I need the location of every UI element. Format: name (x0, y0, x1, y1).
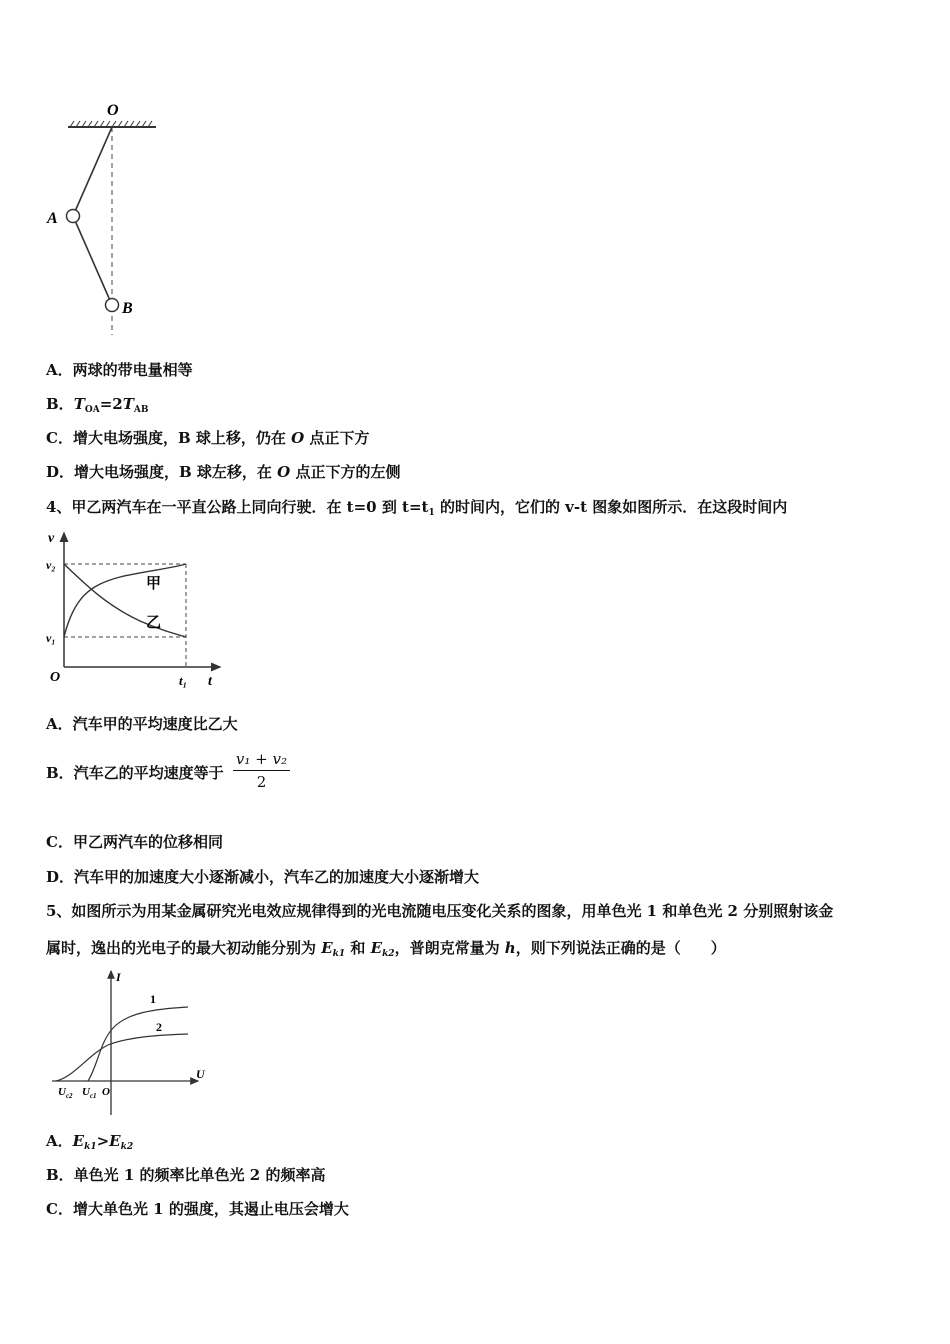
q4-option-b (46, 752, 290, 793)
q3-option-b-sub1: OA (84, 405, 100, 415)
q5-option-a (46, 1131, 133, 1157)
ball-A (67, 210, 80, 223)
q3-option-b (46, 394, 148, 420)
iu-label-Uc2-sub: c2 (65, 1092, 73, 1100)
q5-option-a-prefix: A． (46, 1132, 73, 1150)
iu-label-curve1: 1 (150, 992, 156, 1006)
q5-option-a-E2: E (109, 1132, 121, 1150)
q3-option-d (46, 462, 400, 482)
iu-label-U: U (196, 1067, 205, 1081)
q5-option-a-sub1: k1 (84, 1142, 97, 1152)
ball-B (106, 299, 119, 312)
q5-stem-line2 (46, 938, 726, 964)
vt-graph (40, 525, 230, 695)
q5-option-b: B．单色光 1 的频率比单色光 2 的频率高 (46, 1166, 326, 1184)
q4-stem-sub: 1 (428, 508, 435, 518)
q3-option-d-pre: D．增大电场强度，B 球左移，在 (46, 463, 278, 481)
vt-label-t: t (208, 674, 212, 689)
iu-curve-2 (56, 1034, 188, 1081)
string-AB (73, 216, 112, 305)
q3-option-d-post: 点正下方的左侧 (290, 463, 401, 481)
q3-option-c (46, 428, 369, 448)
q5-stem-b: 和 (345, 939, 371, 957)
q4-stem (46, 497, 787, 523)
q5-E1: E (321, 939, 333, 957)
q4-option-b-fraction (233, 750, 290, 791)
q3-option-c-pre: C．增大电场强度，B 球上移，仍在 (46, 429, 292, 447)
label-B: B (122, 300, 133, 317)
q4-stem-post: 的时间内，它们的 v-t 图象如图所示．在这段时间内 (434, 498, 788, 516)
q3-option-b-T1: T (73, 395, 85, 413)
iu-graph (48, 965, 218, 1117)
q4-option-d: D．汽车甲的加速度大小逐渐减小，汽车乙的加速度大小逐渐增大 (46, 868, 480, 886)
label-O: O (107, 102, 119, 119)
iu-label-curve2: 2 (156, 1020, 162, 1034)
vt-label-v2: v₂ (46, 558, 56, 572)
q5-stem-d: ，则下列说法正确的是（ ） (515, 939, 726, 957)
iu-label-I: I (116, 970, 121, 984)
iu-label-Uc2 (58, 1086, 73, 1100)
q3-option-b-sub2: AB (133, 405, 149, 415)
q5-option-a-sub2: k2 (120, 1142, 134, 1152)
iu-label-Uc1-sub: c1 (89, 1092, 97, 1100)
q5-option-a-E1: E (72, 1132, 85, 1150)
vt-label-jia: 甲 (146, 576, 162, 592)
q3-option-a: A．两球的带电量相等 (46, 361, 193, 379)
q4-option-b-denominator: 2 (256, 773, 267, 791)
q5-h: h (504, 939, 516, 957)
iu-curve-1 (88, 1007, 188, 1081)
q5-E1-sub: k1 (332, 949, 346, 959)
q5-stem-c: ，普朗克常量为 (394, 939, 505, 957)
q4-option-b-numerator: v₁ + v₂ (233, 750, 290, 771)
string-OA (73, 127, 112, 216)
q5-option-a-gt: > (96, 1132, 110, 1150)
q4-stem-pre: 4、甲乙两汽车在一平直公路上同向行驶．在 t=0 到 t=t (46, 498, 429, 516)
q5-E2-sub: k2 (382, 949, 395, 959)
vt-curve-jia (64, 564, 186, 637)
q5-stem-a: 属时，逸出的光电子的最大初动能分别为 (46, 939, 322, 957)
q3-option-b-mid: =2 (99, 395, 123, 413)
q3-option-b-prefix: B． (46, 395, 74, 413)
iu-label-Uc1-U: U (82, 1086, 90, 1098)
vt-label-t1: t₁ (179, 673, 188, 688)
vt-curve-yi (64, 564, 186, 637)
q4-option-c: C．甲乙两汽车的位移相同 (46, 833, 223, 851)
q4-option-b-text: B．汽车乙的平均速度等于 (46, 764, 224, 782)
q3-option-d-O: O (277, 463, 291, 481)
vt-label-yi: 乙 (146, 615, 162, 631)
q3-option-c-O: O (291, 429, 305, 447)
vt-label-v1: v₁ (46, 631, 56, 645)
q3-option-b-T2: T (122, 395, 134, 413)
vt-label-v: v (48, 531, 55, 546)
q5-stem-line1: 5、如图所示为用某金属研究光电效应规律得到的光电流随电压变化关系的图象，用单色光 1 和单色光 2 分别照射该金 (46, 902, 834, 920)
q3-option-c-post: 点正下方 (304, 429, 370, 447)
q4-option-a: A．汽车甲的平均速度比乙大 (46, 715, 238, 733)
pendulum-figure (40, 95, 175, 340)
q5-E2: E (370, 939, 383, 957)
iu-label-Uc1 (82, 1086, 97, 1100)
iu-label-Uc2-U: U (58, 1086, 66, 1098)
vt-label-origin: O (50, 670, 61, 685)
q5-option-c: C．增大单色光 1 的强度，其遏止电压会增大 (46, 1200, 349, 1218)
iu-label-origin: O (102, 1086, 110, 1098)
label-A: A (47, 210, 58, 227)
